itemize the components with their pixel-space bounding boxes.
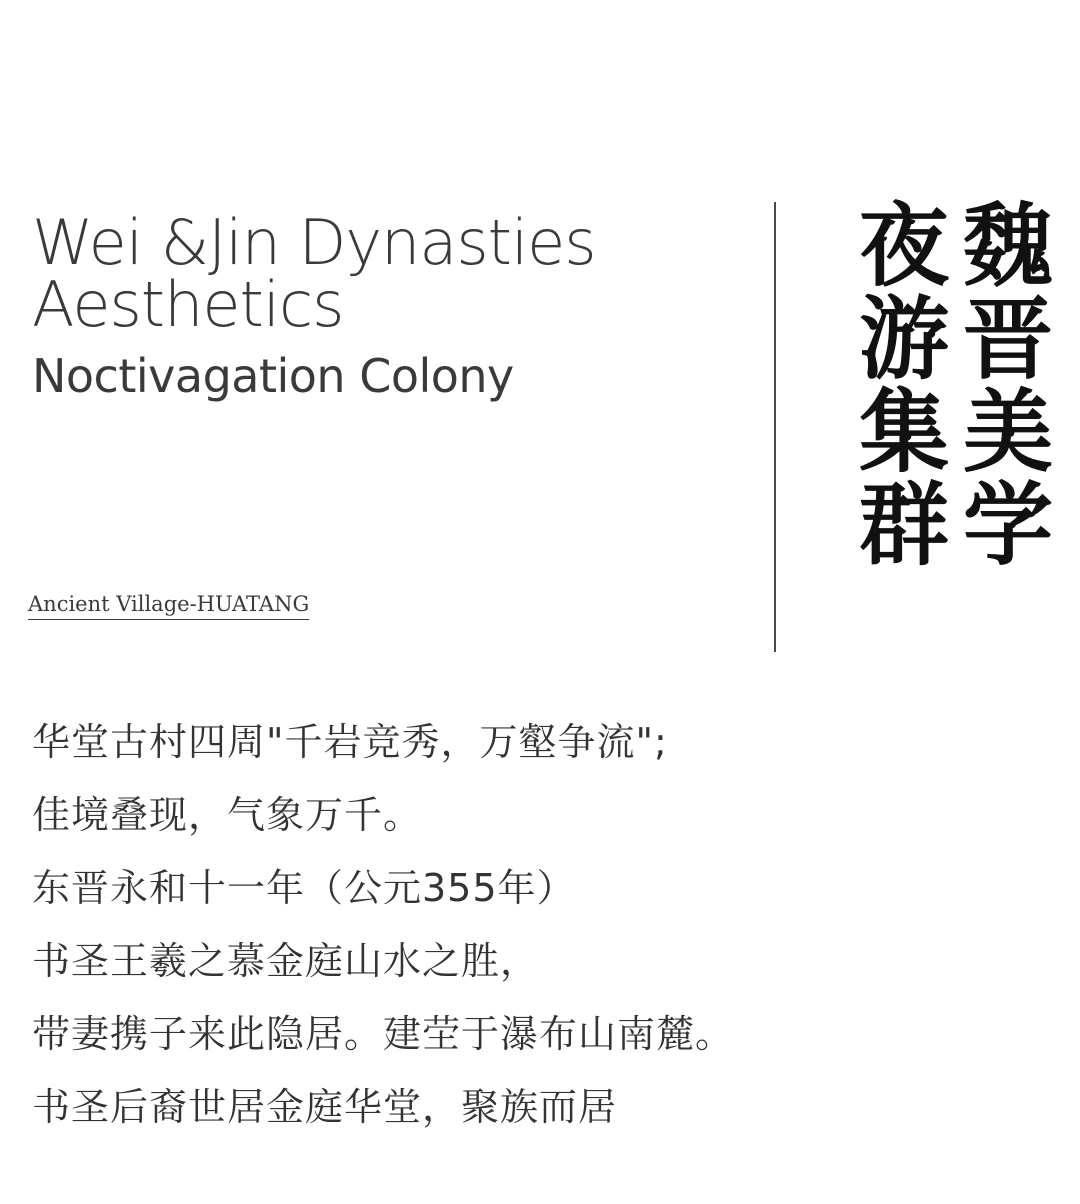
ancient-village-link[interactable]: Ancient Village-HUATANG (28, 592, 309, 620)
english-title-line-2: Aesthetics (32, 268, 344, 341)
chinese-title-char: 游 (859, 286, 949, 392)
chinese-title-char: 晋 (963, 286, 1053, 392)
body-line: 华堂古村四周"千岩竞秀，万壑争流"; (32, 720, 668, 764)
english-title-line-3: Noctivagation Colony (32, 349, 514, 403)
chinese-title-char: 美 (963, 379, 1053, 485)
english-title-line-1: Wei &Jin Dynasties (32, 206, 596, 279)
chinese-title-column-left (858, 193, 950, 578)
body-line: 带妻携子来此隐居。建茔于瀑布山南麓。 (32, 1012, 735, 1056)
english-title (32, 206, 732, 403)
chinese-title-char: 群 (859, 472, 949, 578)
body-line: 东晋永和十一年（公元355年） (32, 866, 576, 910)
chinese-title-char: 学 (963, 472, 1053, 578)
body-line: 书圣后裔世居金庭华堂，聚族而居 (32, 1085, 618, 1129)
chinese-title-char: 夜 (859, 193, 949, 299)
chinese-title-char: 集 (859, 379, 949, 485)
body-paragraph (32, 706, 1042, 1144)
chinese-title-column-right (962, 193, 1054, 578)
body-line: 佳境叠现，气象万千。 (32, 793, 423, 837)
vertical-divider (774, 202, 776, 652)
chinese-title-char: 魏 (963, 193, 1053, 299)
body-line: 书圣王羲之慕金庭山水之胜， (32, 939, 540, 983)
